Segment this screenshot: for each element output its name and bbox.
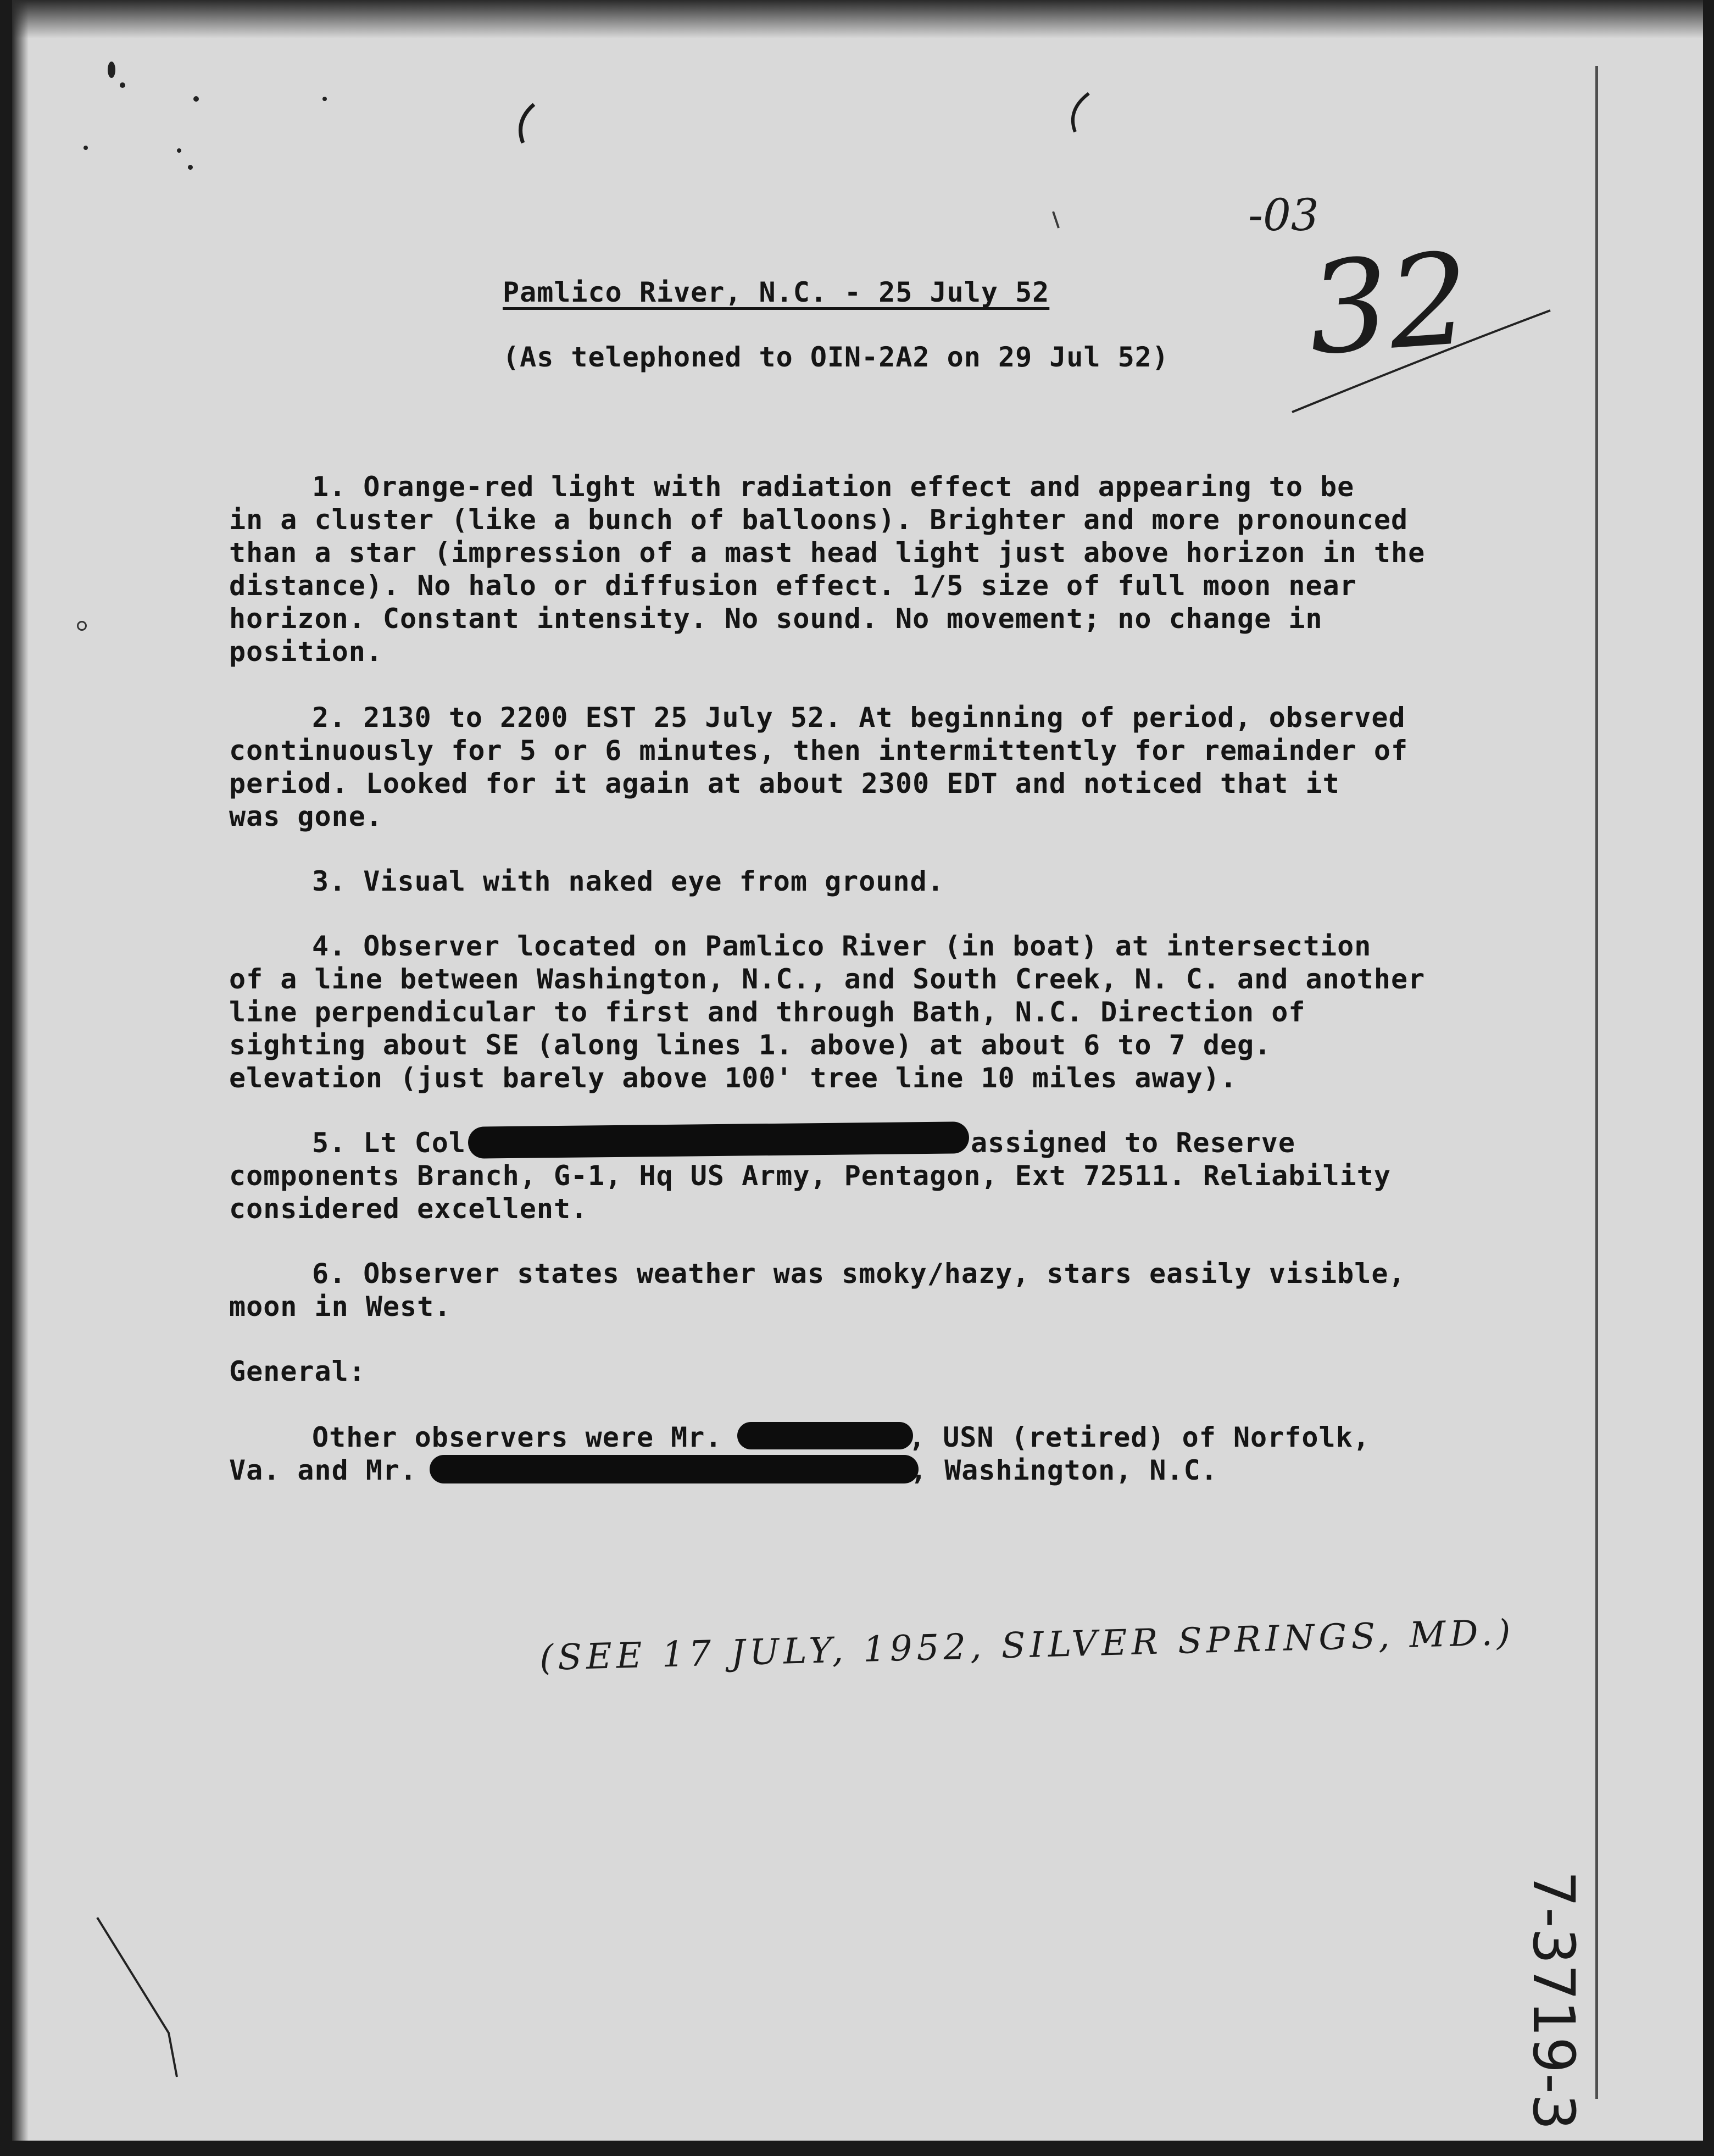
paragraph-5-line-1a: 5. Lt Col (312, 1127, 466, 1159)
document-page (12, 0, 1703, 2143)
paragraph-1-line-5: horizon. Constant intensity. No sound. No movement; no change in (229, 603, 1323, 635)
paragraph-6-line-2: moon in West. (229, 1291, 452, 1323)
paragraph-1-line-2: in a cluster (like a bunch of balloons). Brighter and more pronounced (229, 504, 1409, 536)
paragraph-1-line-6: position. (229, 636, 383, 668)
paragraph-6-line-1: 6. Observer states weather was smoky/hazy, stars easily visible, (312, 1258, 1406, 1290)
redaction-bar (430, 1455, 919, 1483)
paragraph-1-line-1: 1. Orange-red light with radiation effect and appearing to be (312, 471, 1355, 503)
document-title: Pamlico River, N.C. - 25 July 52 (503, 276, 1050, 308)
paragraph-4-line-2: of a line between Washington, N.C., and South Creek, N. C. and another (229, 963, 1426, 995)
paragraph-5-line-1b: assigned to Reserve (971, 1127, 1295, 1159)
redaction-bar (737, 1422, 913, 1449)
paragraph-4-line-5: elevation (just barely above 100' tree line 10 miles away). (229, 1062, 1238, 1094)
paragraph-1-line-4: distance). No halo or diffusion effect. 1/5 size of full moon near (229, 570, 1357, 602)
paragraph-2-line-2: continuously for 5 or 6 minutes, then intermittently for remainder of (229, 735, 1409, 766)
paragraph-5-line-2: components Branch, G-1, Hq US Army, Pentagon, Ext 72511. Reliability (229, 1160, 1391, 1192)
paragraph-4-line-1: 4. Observer located on Pamlico River (in boat) at intersection (312, 930, 1372, 962)
paragraph-2-line-4: was gone. (229, 801, 383, 832)
general-line-1a: Other observers were Mr. (312, 1421, 722, 1453)
redaction-bar (468, 1121, 970, 1159)
paragraph-3-line-1: 3. Visual with naked eye from ground. (312, 865, 944, 897)
general-line-2a: Va. and Mr. (229, 1454, 418, 1486)
handwritten-top-number: -03 (1248, 190, 1319, 241)
paragraph-4-line-3: line perpendicular to first and through Bath, N.C. Direction of (229, 996, 1306, 1028)
general-heading: General: (229, 1355, 366, 1387)
paragraph-2-line-3: period. Looked for it again at about 2300 EDT and noticed that it (229, 768, 1340, 799)
paragraph-1-line-3: than a star (impression of a mast head light just above horizon in the (229, 537, 1426, 569)
paragraph-2-line-1: 2. 2130 to 2200 EST 25 July 52. At beginning of period, observed (312, 702, 1406, 734)
handwritten-note: (SEE 17 JULY, 1952, SILVER SPRINGS, MD.) (539, 1612, 1516, 1679)
handwritten-margin-code: 7-3719-3 (1520, 1870, 1588, 2131)
scan-border-bottom (12, 2141, 1703, 2143)
handwritten-big-number: 32 (1304, 226, 1474, 384)
general-line-1b: , USN (retired) of Norfolk, (909, 1421, 1370, 1453)
document-subtitle: (As telephoned to OIN-2A2 on 29 Jul 52) (503, 341, 1169, 373)
paragraph-4-line-4: sighting about SE (along lines 1. above) at about 6 to 7 deg. (229, 1029, 1272, 1061)
general-line-2b: , Washington, N.C. (910, 1454, 1218, 1486)
paragraph-5-line-3: considered excellent. (229, 1193, 588, 1225)
